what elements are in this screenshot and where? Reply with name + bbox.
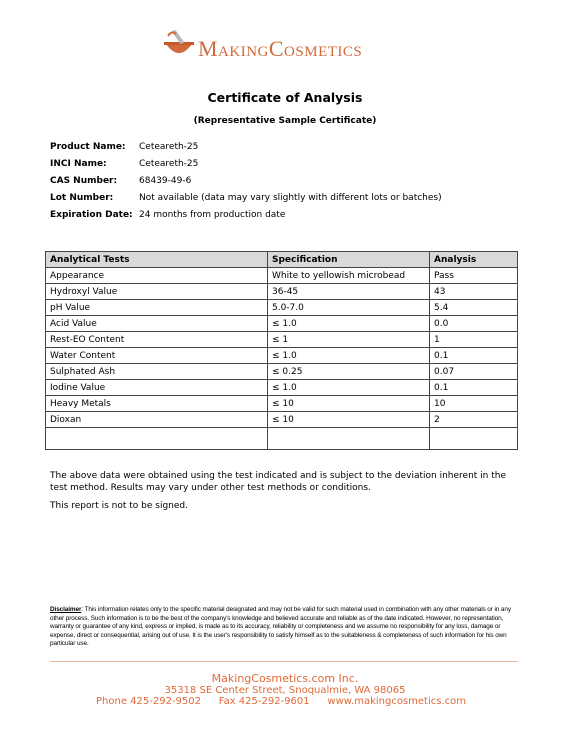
info-value: Not available (data may vary slightly with different lots or batches) (139, 193, 442, 203)
empty-cell (268, 428, 430, 450)
info-label: INCI Name: (50, 159, 107, 169)
test-specification: 5.0-7.0 (268, 300, 430, 316)
table-row (46, 412, 518, 428)
test-result: 43 (430, 284, 518, 300)
table-row (46, 300, 518, 316)
footer-contact (96, 696, 466, 707)
test-name: pH Value (46, 300, 268, 316)
test-result: 1 (430, 332, 518, 348)
info-value: Ceteareth-25 (139, 142, 199, 152)
test-name: Appearance (46, 268, 268, 284)
logo-text: MakingCosmetics (198, 36, 363, 61)
table-row (46, 364, 518, 380)
table-row (46, 380, 518, 396)
test-result: 5.4 (430, 300, 518, 316)
lot-number-row (50, 193, 442, 210)
inci-name-row (50, 159, 442, 176)
info-label: CAS Number: (50, 176, 118, 186)
footer-address: 35318 SE Center Street, Snoqualmie, WA 98065 (164, 685, 406, 696)
analysis-table (45, 251, 518, 450)
test-specification: 36-45 (268, 284, 430, 300)
table-row (46, 268, 518, 284)
info-label: Product Name: (50, 142, 126, 152)
footer-company: MakingCosmetics.com Inc. (211, 672, 359, 685)
company-logo (162, 28, 412, 68)
test-name: Iodine Value (46, 380, 268, 396)
footer-fax: Fax 425-292-9601 (218, 696, 310, 707)
table-header-row (46, 252, 518, 268)
column-header: Analytical Tests (46, 252, 268, 268)
empty-cell (46, 428, 268, 450)
test-specification: ≤ 1.0 (268, 348, 430, 364)
expiration-date-row (50, 210, 442, 227)
test-name: Acid Value (46, 316, 268, 332)
table-row (46, 348, 518, 364)
test-result: 0.07 (430, 364, 518, 380)
test-result: 10 (430, 396, 518, 412)
disclaimer-label: Disclaimer (50, 606, 82, 613)
test-result: 0.0 (430, 316, 518, 332)
footer-website[interactable]: www.makingcosmetics.com (327, 696, 466, 707)
test-name: Heavy Metals (46, 396, 268, 412)
table-row (46, 396, 518, 412)
test-specification: ≤ 10 (268, 396, 430, 412)
info-value: 68439-49-6 (139, 176, 192, 186)
test-specification: ≤ 1.0 (268, 316, 430, 332)
product-name-row (50, 142, 442, 159)
test-result: 0.1 (430, 348, 518, 364)
footer-phone: Phone 425-292-9502 (96, 696, 201, 707)
test-result: 2 (430, 412, 518, 428)
test-name: Hydroxyl Value (46, 284, 268, 300)
signature-note: This report is not to be signed. (50, 501, 188, 511)
test-specification: ≤ 10 (268, 412, 430, 428)
test-result: 0.1 (430, 380, 518, 396)
info-value: 24 months from production date (139, 210, 286, 220)
disclaimer (50, 606, 520, 649)
document-title: Certificate of Analysis (207, 90, 363, 105)
test-specification: White to yellowish microbead (268, 268, 430, 284)
footer-divider (50, 661, 518, 662)
table-empty-row (46, 428, 518, 450)
test-name: Rest-EO Content (46, 332, 268, 348)
test-specification: ≤ 1.0 (268, 380, 430, 396)
test-specification: ≤ 0.25 (268, 364, 430, 380)
cas-number-row (50, 176, 442, 193)
mortar-pestle-icon (162, 28, 196, 62)
table-row (46, 316, 518, 332)
product-info (50, 142, 442, 227)
table-row (46, 332, 518, 348)
test-specification: ≤ 1 (268, 332, 430, 348)
info-value: Ceteareth-25 (139, 159, 199, 169)
test-name: Dioxan (46, 412, 268, 428)
table-row (46, 284, 518, 300)
empty-cell (430, 428, 518, 450)
document-subtitle: (Representative Sample Certificate) (193, 116, 377, 126)
disclaimer-text: : This information relates only to the specific material designated and may not be valid for such material used in combination with any other materials or in any other process. Such information is to be the best of the company's knowledge and believed accurate and reliable as of the date indicated. However, no representation, warranty or guarantee of any kind, express or implied, is made as to its accuracy, reliability or completeness and we assume no responsibility for any loss, damage or expense, direct or consequential, arising out of use. It is the user's responsibility to satisfy himself as to the suitableness & completeness of such information for his own particular use. (50, 606, 511, 648)
info-label: Lot Number: (50, 193, 114, 203)
results-note: The above data were obtained using the test indicated and is subject to the deviation inherent in the test method. Results may vary under other test methods or conditions. (50, 471, 506, 493)
info-label: Expiration Date: (50, 210, 133, 220)
test-name: Sulphated Ash (46, 364, 268, 380)
column-header: Analysis (430, 252, 518, 268)
test-name: Water Content (46, 348, 268, 364)
column-header: Specification (268, 252, 430, 268)
test-result: Pass (430, 268, 518, 284)
